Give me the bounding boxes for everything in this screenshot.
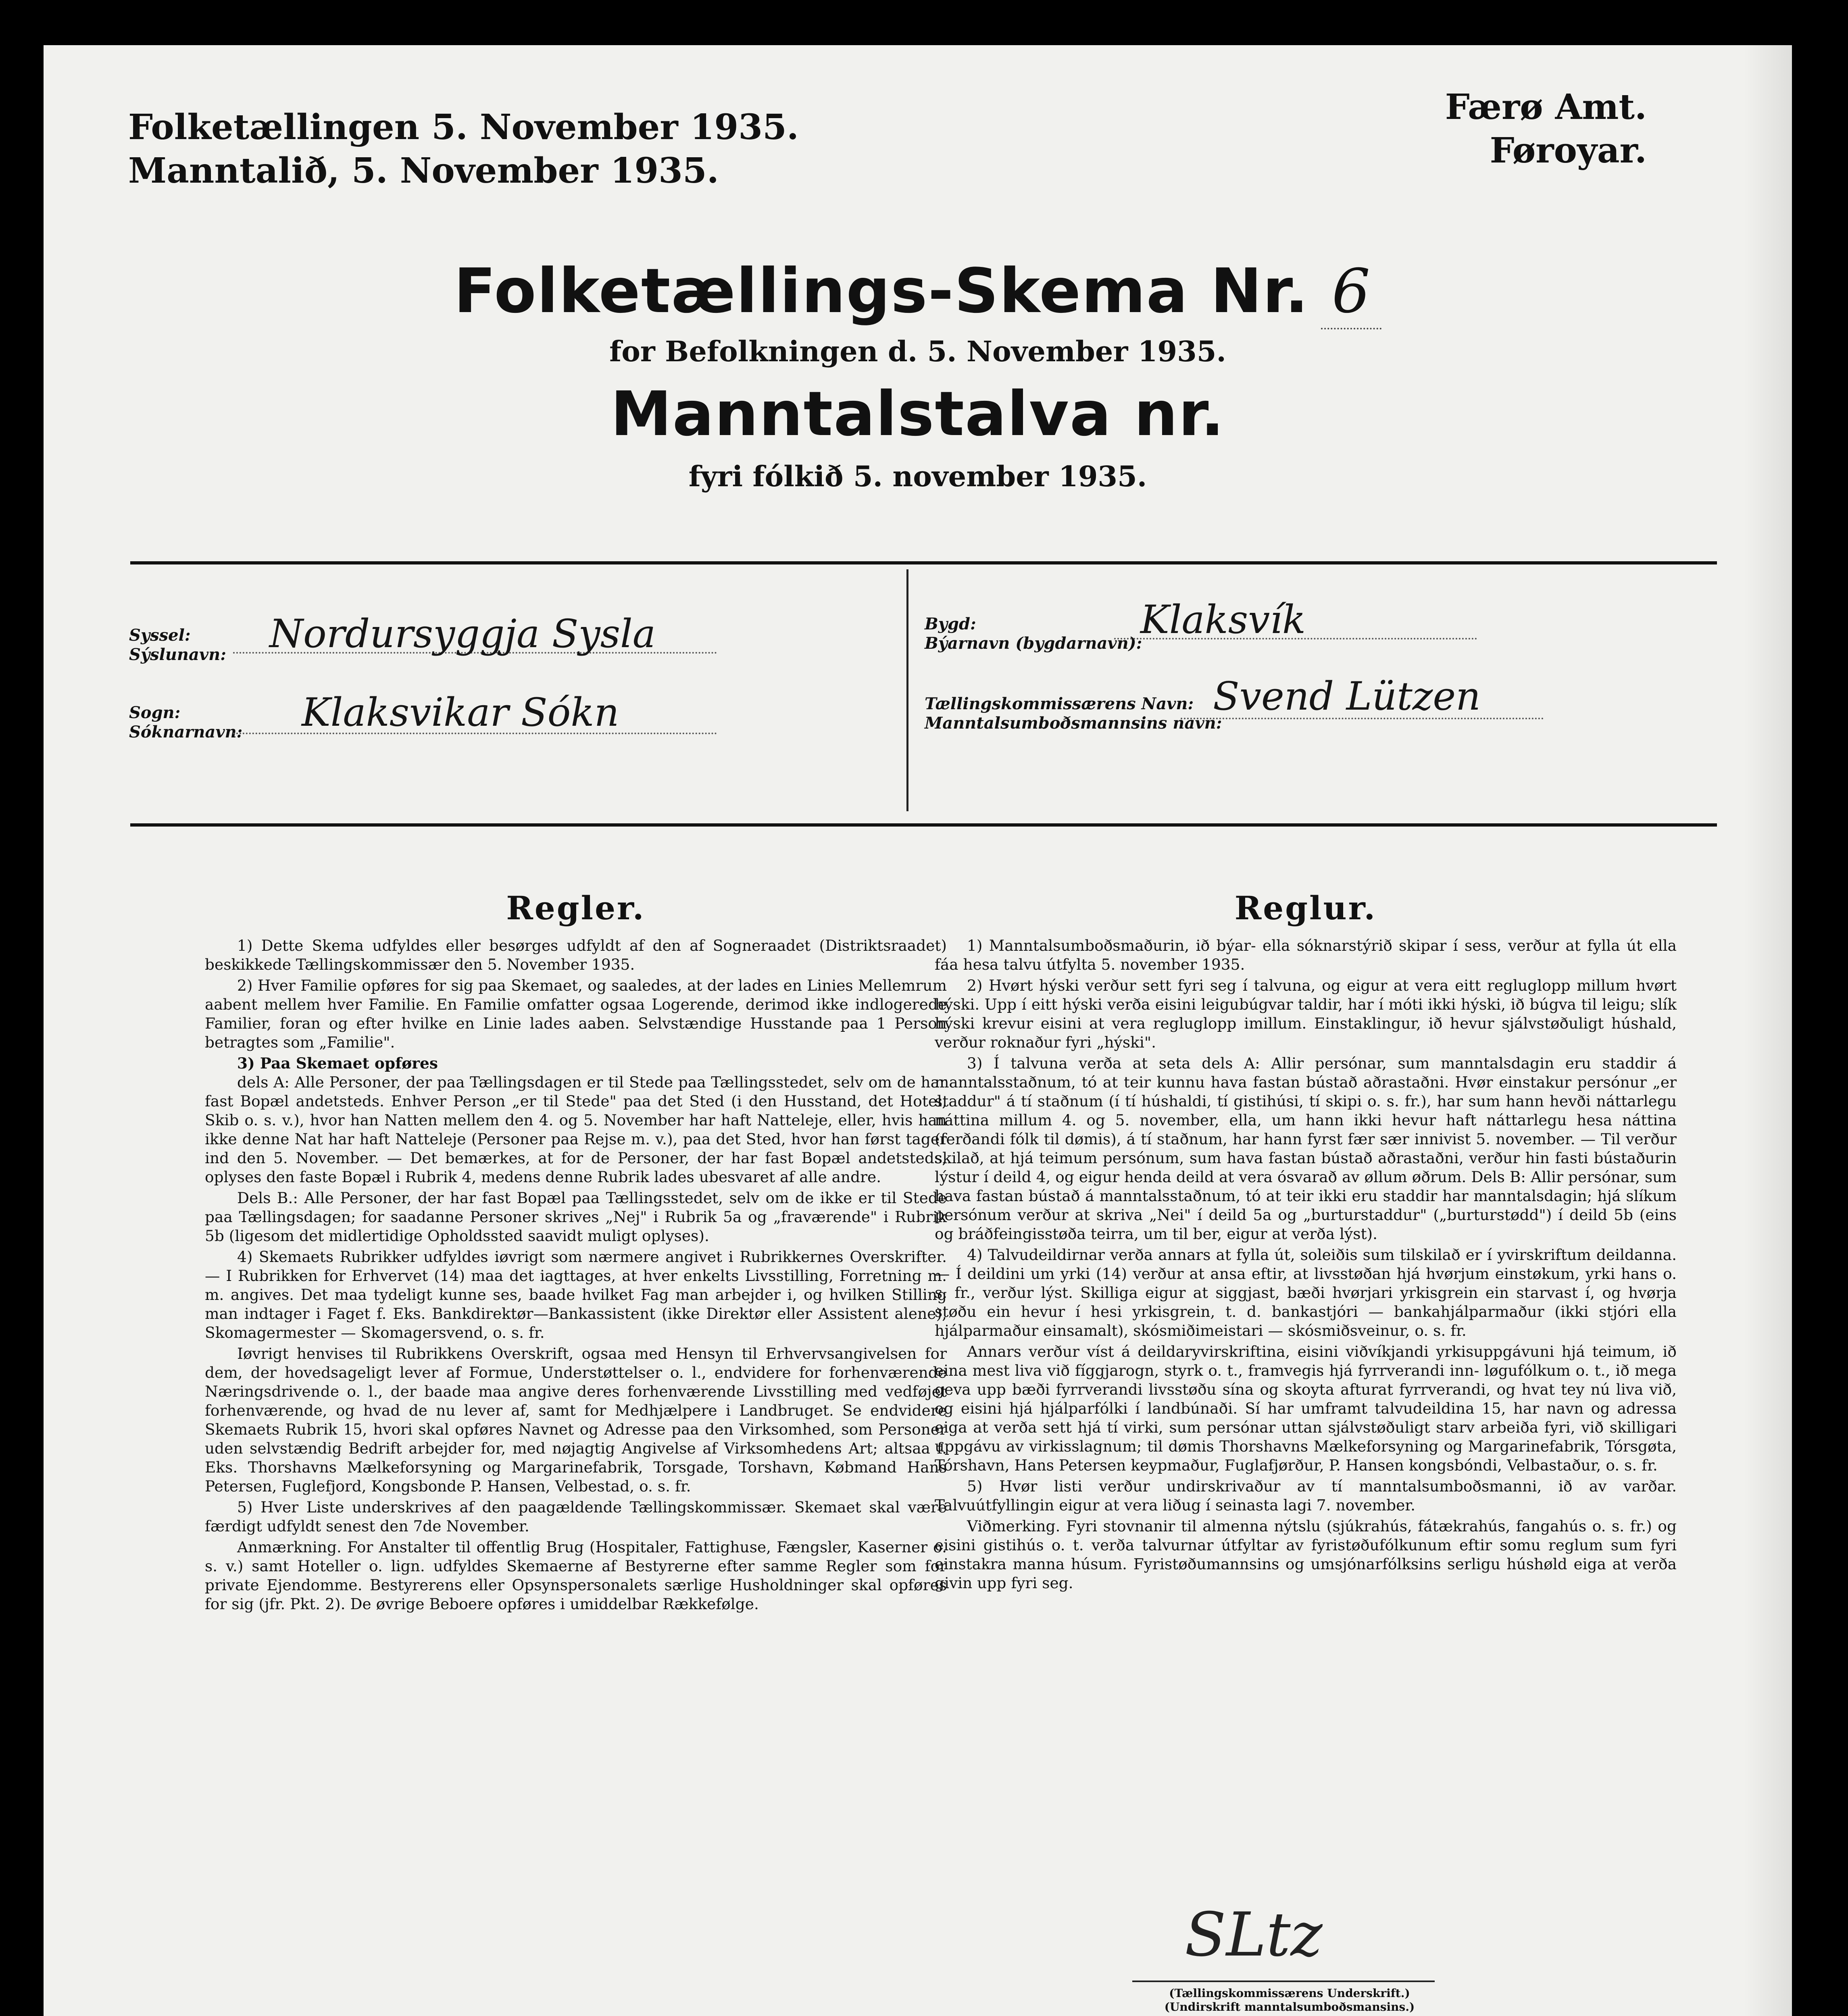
reglur-rule-2: 2) Hvørt hýski verður sett fyri seg í talvuna, og eigur at vera eitt regluglopp millum hvørt hýski. Upp í eitt hýski verða eisini leigubúgvar taldir, har í móti ikki hýski, ið búgva til leigu; slík hýski krevur eisini at vera regluglopp imillum. Einstaklingur, ið hevur sjálvstøðuligt húshald, verður roknaður fyri „hýski".: [935, 977, 1677, 1051]
regler-rule-4: 4) Skemaets Rubrikker udfyldes iøvrigt som nærmere angivet i Rubrikkernes Overskrifter. — I Rubrikken for Erhvervet (14) maa det iagttages, at hver enkelts Livsstilling, Forretning m. m. angives. Det maa tydeligt kunne ses, baade hvilket Fag man arbejder i, og hvilken Stilling man indtager i Faget f. Eks. Bankdirektør—Bankassistent (ikke Direktør eller Assistent alene), Skomagermester — Skomagersvend, o. s. fr.: [205, 1248, 947, 1341]
regler-rule-5: 5) Hver Liste underskrives af den paagældende Tællingskommissær. Skemaet skal være færdigt udfyldt senest den 7de November.: [205, 1498, 947, 1535]
regler-rule-2: 2) Hver Familie opføres for sig paa Skemaet, og saaledes, at der lades en Linies Mellemrum aabent mellem hver Familie. En Familie omfatter ogsaa Logerende, derimod ikke indlogerede Familier, foran og efter hvilke en Linie lades aaben. Selvstændige Husstande paa 1 Person betragtes som „Familie".: [205, 977, 947, 1051]
commissioner-signature: SLtz: [1185, 1900, 1323, 1970]
form-title-text: Folketællings-Skema Nr.: [454, 255, 1309, 327]
sogn-value: Klaksvikar Sókn: [302, 690, 619, 735]
reglur-rule-4: 4) Talvudeildirnar verða annars at fylla út, soleiðis sum tilskilað er í yvirskriftum deildanna. — Í deildini um yrki (14) verður at ansa eftir, at livsstøðan hjá hvørjum einstøkum, yrki hans o. s. fr., verður lýst. Skilliga eigur at siggjast, bæði hvørjari yrkisgrein ein starvast í, og hvørja støðu ein hevur í hesi yrkisgrein, t. d. bankastjóri — bankahjálparmaður (ikki stjóri ella hjálparmaður einsamalt), skósmiðimeistari — skósmiðsveinur, o. s. fr.: [935, 1246, 1677, 1339]
syssel-label: Syssel: Sýslunavn:: [129, 626, 227, 664]
reglur-rule-1: 1) Manntalsumboðsmaðurin, ið býar- ella sóknarstýrið skipar í sess, verður at fylla út ella fáa hesa talvu útfylta 5. november 1935.: [935, 937, 1677, 973]
signature-caption: (Tællingskommissærens Underskrift.) (Undirskrift manntalsumboðsmansins.): [1164, 1987, 1415, 2014]
header-left: [128, 106, 799, 193]
regler-heading: Regler.: [506, 889, 646, 927]
regler-rule-3b: Dels B.: Alle Personer, der har fast Bopæl paa Tællingsstedet, selv om de ikke er til Stede paa Tællingsdagen; for saadanne Personer skrives „Nej" i Rubrik 5a og „fraværende" i Rubrik 5b (ligesom det midlertidige Opholdssted saavidt muligt oplyses).: [205, 1189, 947, 1245]
bygd-value: Klaksvík: [1140, 597, 1306, 642]
regler-rule-4b: Iøvrigt henvises til Rubrikkens Overskrift, ogsaa med Hensyn til Erhvervsangivelsen for dem, der hovedsageligt lever af Formue, Understøttelser o. l., endvidere for forhenværende Næringsdrivende o. l., der baade maa angive deres forhenværende Livsstilling med vedføjet forhenværende, og hvad de nu lever af, samt for Medhjælpere i Landbruget. Se endvidere Skemaets Rubrik 15, hvori skal opføres Navnet og Adresse paa den Virksomhed, som Personer uden selvstændig Bedrift arbejder for, med nøjagtig Angivelse af Virksomhedens Art; altsaa f. Eks. Thorshavns Mælkeforsyning og Margarinefabrik, Torsgade, Torshavn, Købmand Hans Petersen, Fuglefjord, Kongsbonde P. Hansen, Velbestad, o. s. fr.: [205, 1345, 947, 1495]
header-county-danish: Færø Amt.: [1445, 87, 1647, 127]
reglur-column: [935, 888, 1677, 1595]
bygd-label: Bygd: Býarnavn (bygdarnavn):: [925, 614, 1142, 653]
form-number-handwritten: 6: [1321, 255, 1381, 329]
top-rule: [130, 561, 1717, 564]
reglur-note: Viðmerking. Fyri stovnanir til almenna nýtslu (sjúkrahús, fátækrahús, fangahús o. s. fr.) og eisini gistihús o. t. verða talvurnar útfyltar av fyristøðufólkunum eftir somu reglum sum fyri einstakra manna húsum. Fyristøðumannsins og umsjónarfólksins serligu húshøld eiga at verða givin upp fyri seg.: [935, 1517, 1677, 1592]
regler-rule-3a: dels A: Alle Personer, der paa Tællingsdagen er til Stede paa Tællingsstedet, selv om de har fast Bopæl andetsteds. Enhver Person „er til Stede" paa det Sted (i den Husstand, det Hotel, Skib o. s. v.), hvor han Natten mellem den 4. og 5. November har haft Natteleje, eller, hvis han ikke denne Nat har haft Natteleje (Personer paa Rejse m. v.), paa det Sted, hvor han først tager ind den 5. November. — Det bemærkes, at for de Personer, der har fast Bopæl andetsteds, oplyses den faste Bopæl i Rubrik 4, medens denne Rubrik lades ubesvaret af alle andre.: [205, 1073, 947, 1186]
field-divider: [906, 569, 908, 811]
reglur-rule-5: 5) Hvør listi verður undirskrivaður av tí manntalsumboðsmanni, ið av varðar. Talvuútfyllingin eigur at vera liðug í seinasta lagi 7. november.: [935, 1477, 1677, 1514]
reglur-rule-4b: Annars verður víst á deildaryvirskriftina, eisini viðvíkjandi yrkisuppgávuni hjá teimum, ið eina mest liva við fíggjarogn, styrk o. t., framvegis hjá fyrrverandi inn- løgufólkum o. t., ið mega geva upp bæði fyrrverandi livsstøðu sína og skoyta afturat fyrrverandi, og hvat tey nú liva við, og eisini hjá hjálparfólki í landbúnaði. Sí har umframt talvudeildina 15, har navn og adressa eiga at verða sett hjá tí virki, sum persónar uttan sjálvstøðuligt starv arbeiða fyri, við skilligari uppgávu av virkisslagnum; til dømis Thorshavns Mælkeforsyning og Margarinefabrik, Tórsgøta, Tórshavn, Hans Petersen keypmaður, Fuglafjørður, P. Hansen kongsbóndi, Velbastaður, o. s. fr.: [935, 1343, 1677, 1474]
regler-rule-1: 1) Dette Skema udfyldes eller besørges udfyldt af den af Sogneraadet (Distriktsraadet) beskikkede Tællingskommissær den 5. November 1935.: [205, 937, 947, 973]
regler-rule-3-heading: 3) Paa Skemaet opføres: [237, 1054, 438, 1072]
regler-note: Anmærkning. For Anstalter til offentlig Brug (Hospitaler, Fattighuse, Fængsler, Kaserner o. s. v.) samt Hoteller o. lign. udfyldes Skemaerne af Bestyrerne efter samme Regler som for private Ejendomme. Bestyrerens eller Opsynspersonalets særlige Husholdninger skal opføres for sig (jfr. Pkt. 2). De øvrige Beboere opføres i umiddelbar Rækkefølge.: [205, 1538, 947, 1613]
reglur-heading: Reglur.: [1234, 889, 1377, 927]
form-subtitle-faroese: fyri fólkið 5. november 1935.: [688, 460, 1147, 493]
header-right: [1445, 85, 1647, 173]
kommissaer-value: Svend Lützen: [1213, 674, 1481, 719]
title-block: [44, 255, 1792, 499]
signature-line: [1132, 1981, 1435, 1982]
syssel-value: Nordursyggja Sysla: [269, 611, 656, 656]
header-census-date-danish: Folketællingen 5. November 1935.: [128, 107, 799, 148]
form-title: [44, 255, 1792, 329]
header-county-faroese: Føroyar.: [1490, 130, 1647, 171]
kommissaer-label: Tællingskommissærens Navn: Manntalsumboðsmannsins navn:: [925, 694, 1222, 733]
bottom-rule: [130, 823, 1717, 827]
form-subtitle: for Befolkningen d. 5. November 1935.: [609, 335, 1226, 368]
sogn-label: Sogn: Sóknarnavn:: [129, 703, 243, 741]
form-title-faroese: Manntalstalva nr.: [610, 378, 1225, 450]
header-census-date-faroese: Manntalið, 5. November 1935.: [128, 150, 719, 191]
reglur-rule-3: 3) Í talvuna verða at seta dels A: Allir persónar, sum manntalsdagin eru staddir á manntalsstaðnum, tó at teir kunnu hava fastan bústað aðrastaðni. Hvør einstakur persónur „er staddur" á tí staðnum (í tí húshaldi, tí gistihúsi, tí skipi o. s. fr.), har sum hann hevði náttarlegu náttina millum 4. og 5. november, ella, um hann ikki hevur haft náttarlegu hesa náttina (ferðandi fólk til dømis), á tí staðnum, har hann fyrst fær sær innivist 5. november. — Til verður skilað, at hjá teimum persónum, sum hava fastan bústað aðrastaðni, verður hin fasti bústaðurin lýstur í deild 4, og eigur henda deild at vera ósvarað av øllum øðrum. Dels B: Allir persónar, sum hava fastan bústað á manntalsstaðnum, tó at teir ikki eru staddir har manntalsdagin; hjá slíkum persónum verður at skriva „Nei" í deild 5a og „burturstaddur" („burturstødd") í deild 5b (eins og bráðfeingisstøða teirra, um til ber, eigur at verða lýst).: [935, 1054, 1677, 1243]
regler-column: [205, 888, 947, 1616]
census-form-sheet: [44, 45, 1792, 2016]
